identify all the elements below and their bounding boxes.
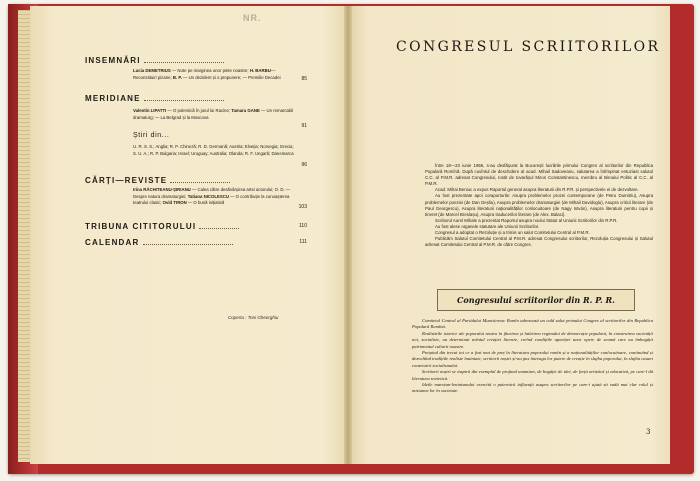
toc-section-title: CĂRȚI—REVISTE <box>85 176 305 185</box>
toc-section-title: TRIBUNA CITITORULUI <box>85 222 305 231</box>
message-paragraph: Ideile marxism-leninismului exercită o puternică influență asupra scriitorilor pe care-i ajută să vadă mai clar rolul și misiunea lor în societate. <box>412 382 653 394</box>
toc-section-meridiane <box>85 94 305 132</box>
toc-entry: Irina RĂCHITEANU-ȘIRIANU — Calea către desăvârșirea artei actorului; O. D. — Despre natura dramaturgiei; Tatiana NICOLESCU — O contribuție la cunoașterea teatrului clasic; Ovid TIRON — O bună inițiativă <box>133 187 291 206</box>
congress-report <box>425 163 653 248</box>
message-paragraph: Comitetul Central al Partidului Muncitoresc Romîn adresează un cald salut primului Congres al scriitorilor din Republica Populară Romînă. <box>412 318 653 330</box>
toc-section-title: INSEMNĂRI <box>85 56 305 65</box>
message-title: Congresului scriitorilor din R. P. R. <box>457 295 615 305</box>
message-paragraph: Scriitorii noștri se inspiră din exemplul de profund umanism, de bogăție de idei, de forță artistică și educativă, pe care-l dă literatura sovietică. <box>412 369 653 381</box>
toc-section-insemnari <box>85 56 305 94</box>
toc-page-number: 103 <box>298 204 307 210</box>
toc-page-number: 85 <box>301 76 307 82</box>
toc-section-stiri <box>133 132 305 176</box>
report-paragraph: Între 18—23 iunie 1956, s-au desfășurat la București lucrările primului Congres al scriitorilor din Republica Populară Romînă. După cuvîntul de deschidere al acad. Mihail Sadoveanu, salutarea a întîmpinat entuziast salutul C.C. al P.M.R. adresat Congresului, rostit de tovarășul Miron Constantinescu, membru al Biroului Politic al C.C. al P.M.R. <box>425 163 653 187</box>
toc-page-number: 110 <box>299 223 307 229</box>
report-paragraph: Au fost prezentate apoi coraporturile: Asupra problemelor prozei contemporane (de Petru Dumitriu), Asupra problemelor poeziei (de Dan Deșliu), Asupra problemelor dramaturgiei (de Mihail Davidoglu), Asupra criticii literare (de Paul Georgescu), Asupra literaturii naționalităților conlocuitoare (de Nagy István), Asupra literaturii pentru copii și tineret (de Marcel Breslașu), Asupra traducerilor literare (de Alex. Balaci). <box>425 193 653 217</box>
toc-page-number: 111 <box>299 239 307 245</box>
toc-entry: U. R. S. S.; Anglia; R. P. Chineză; R. D. Germană; Austria; Elveția; Norvegia; Grecia; S. U. A.; R. P. Bulgaria; Israel; Uruguay; Australia; Olanda; R. F. Ungară; Danemarca <box>133 144 294 156</box>
toc-entry: Lucia DEMETRIUS — Note pe marginea unor piete noastre; H. BARBU—Reconstituiri pizane; B. P. — Un dezident și o propunere; — Premiile Decadei <box>133 68 281 80</box>
toc-page-number: 91 <box>301 123 307 129</box>
toc-page-number: 96 <box>301 162 307 168</box>
toc-section-calendar <box>85 238 305 252</box>
report-paragraph: Au fost alese organele statutare ale Uniunii Scriitorilor. <box>435 223 540 229</box>
report-paragraph: Scriitorul Aurel Mihale a prezentat Raportul asupra noului Statut al Uniunii Scriitorilor din R.P.R. <box>435 217 618 223</box>
page-number: 3 <box>646 428 651 436</box>
article-title: CONGRESUL SCRIITORILOR <box>396 39 661 55</box>
message-title-box <box>437 289 635 311</box>
toc-section-tribuna <box>85 222 305 238</box>
toc-section-carti-reviste <box>85 176 305 222</box>
cc-salute-message <box>412 318 653 395</box>
table-of-contents <box>85 56 305 252</box>
message-paragraph: Prețuind din trecut tot ce a fost mai de preț în literatura poporului romîn și a naționalităților conlocuitoare, continuînd și dezvoltînd tradițiile realiste înaintate, scriitorii noștri și-au pus întreaga lor putere de creație în slujba poporului, în slujba cauzei construirii socialismului. <box>412 350 653 368</box>
report-paragraph: Acad. Mihai Beniuc a expus Raportul general asupra literaturii din R.P.R. și perspectivele ei de dezvoltare. <box>435 187 639 193</box>
report-paragraph: Publicăm Salutul Comitetului Central al P.M.R. adresat Congresului scriitorilor, Rezoluția Congresului și Salutul adresat Comitetului Central al P.M.R. de către Congres. <box>425 236 653 248</box>
toc-section-title: Știri din... <box>133 132 170 139</box>
message-paragraph: Realizările istorice ale poporului nostru în făurirea și întărirea regimului de democrație populară, în construirea societății noi, socialiste, au determinat avîntul creației literare, creînd condițiile apariției unor opere de seamă care au îmbogățit patrimoniul culturii noastre. <box>412 330 653 349</box>
toc-entry: Valentin LIPATTI — O polemică în jurul lui Racine; Tamara GANE — Un remarcabil dramaturg; — La Belgrad și la Moscova <box>133 108 294 120</box>
page-gutter <box>344 6 352 464</box>
toc-section-title: MERIDIANE <box>85 94 305 103</box>
stamp-mark: NR. <box>243 13 262 23</box>
toc-section-title: CALENDAR <box>85 238 305 247</box>
cover-credit: Coperta : Toni Gheorghiu <box>228 315 279 320</box>
report-paragraph: Congresul a adoptat o Rezoluție și a trimis un salut Comitetului Central al P.M.R. <box>435 230 590 236</box>
